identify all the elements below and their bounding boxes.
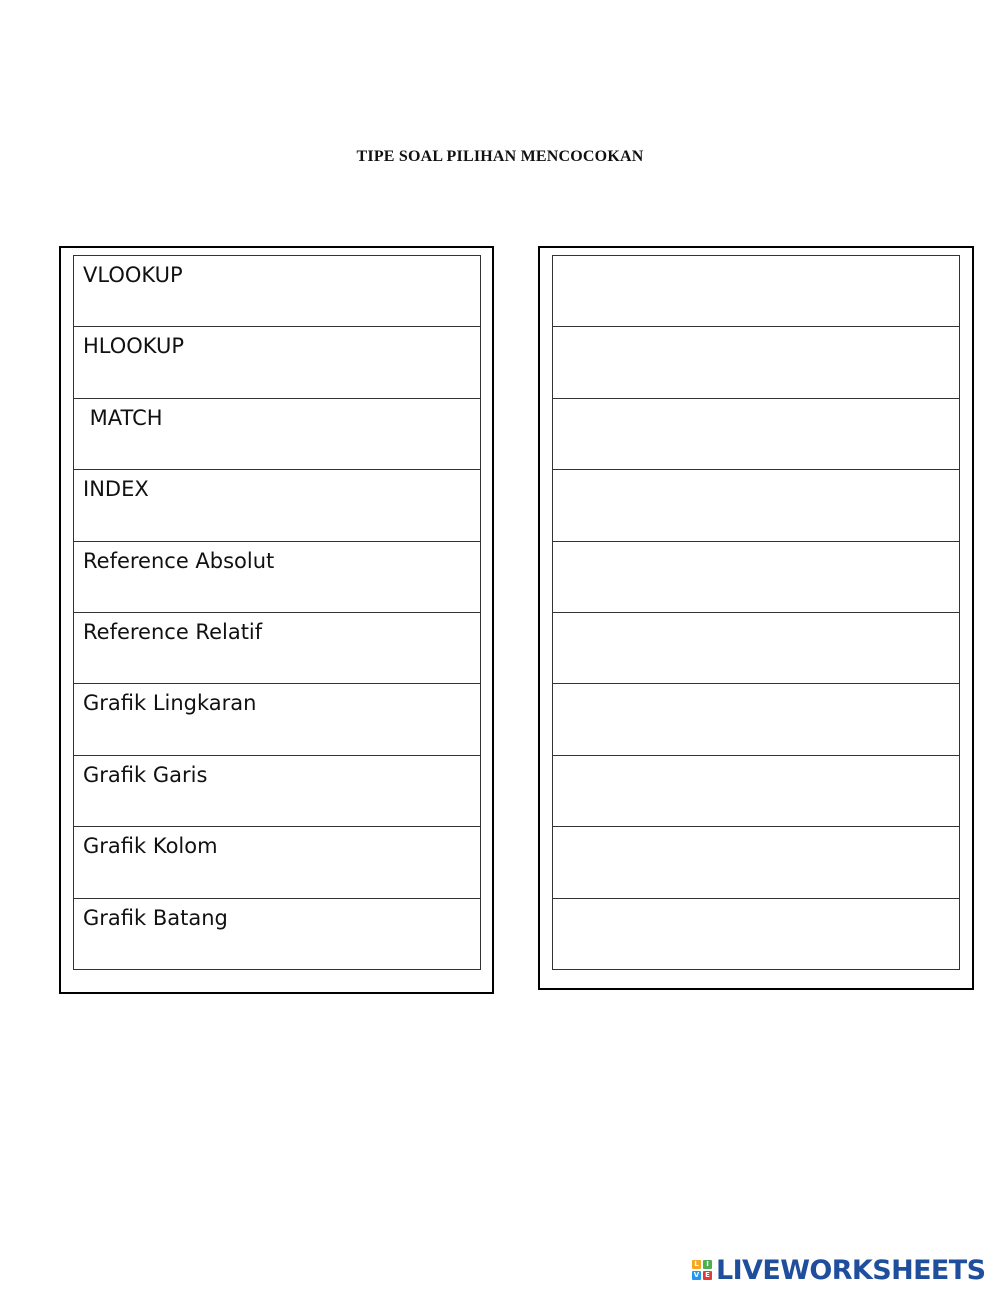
match-slot[interactable] bbox=[553, 613, 959, 684]
terms-table bbox=[73, 255, 481, 970]
match-slot[interactable] bbox=[553, 542, 959, 613]
term-cell[interactable]: INDEX bbox=[74, 470, 480, 541]
match-slot[interactable] bbox=[553, 827, 959, 898]
term-cell[interactable]: Grafik Garis bbox=[74, 756, 480, 827]
logo-letter: L bbox=[692, 1260, 701, 1269]
term-cell[interactable]: Grafik Batang bbox=[74, 899, 480, 970]
logo-letter: I bbox=[703, 1260, 712, 1269]
term-cell[interactable]: MATCH bbox=[74, 399, 480, 470]
match-slot[interactable] bbox=[553, 756, 959, 827]
term-cell[interactable]: Reference Absolut bbox=[74, 542, 480, 613]
matches-box bbox=[538, 246, 974, 990]
matches-table bbox=[552, 255, 960, 970]
logo-grid-icon bbox=[692, 1260, 712, 1280]
worksheet-title: TIPE SOAL PILIHAN MENCOCOKAN bbox=[356, 148, 644, 165]
liveworksheets-logo bbox=[692, 1254, 985, 1286]
term-cell[interactable]: Grafik Lingkaran bbox=[74, 684, 480, 755]
term-cell[interactable]: HLOOKUP bbox=[74, 327, 480, 398]
match-slot[interactable] bbox=[553, 470, 959, 541]
term-cell[interactable]: VLOOKUP bbox=[74, 256, 480, 327]
term-cell[interactable]: Reference Relatif bbox=[74, 613, 480, 684]
terms-box bbox=[59, 246, 494, 994]
match-slot[interactable] bbox=[553, 399, 959, 470]
logo-text: LIVEWORKSHEETS bbox=[716, 1254, 986, 1286]
logo-letter: V bbox=[693, 1271, 700, 1279]
match-slot[interactable] bbox=[553, 684, 959, 755]
match-slot[interactable] bbox=[553, 256, 959, 327]
logo-letter: E bbox=[703, 1271, 712, 1280]
term-cell[interactable]: Grafik Kolom bbox=[74, 827, 480, 898]
match-slot[interactable] bbox=[553, 327, 959, 398]
match-slot[interactable] bbox=[553, 899, 959, 970]
